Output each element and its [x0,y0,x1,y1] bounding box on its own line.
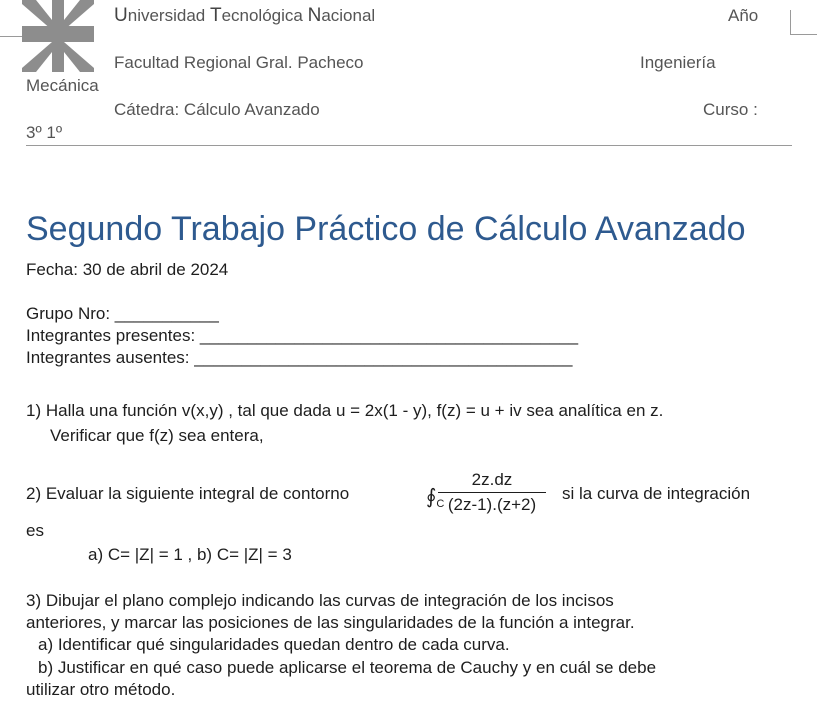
date-line: Fecha: 30 de abril de 2024 [26,260,229,279]
utn-logo-icon [22,0,94,72]
question-3-line-1: 3) Dibujar el plano complejo indicando las curvas de integración de los incisos [26,591,614,610]
course-label: Curso : [703,100,758,119]
year-label: Año [728,6,759,25]
course-value: 3º 1º [26,123,63,142]
page-title: Segundo Trabajo Práctico de Cálculo Avanzado [26,210,746,248]
question-2-parts: a) C= |Z| = 1 , b) C= |Z| = 3 [88,545,292,564]
question-3-part-b: b) Justificar en qué caso puede aplicarse el teorema de Cauchy y en cuál se debe [38,658,657,677]
group-number-field: Grupo Nro: ___________ [26,304,219,323]
question-3-line-2: anteriores, y marcar las posiciones de las singularidades de la función a integrar. [26,613,635,632]
header-rule-left [0,36,22,37]
career-label-cont: Mecánica [26,76,99,95]
absent-members-field: Integrantes ausentes: ________________________________________ [26,348,573,367]
career-label: Ingeniería [640,53,716,72]
question-1-line-1: 1) Halla una función v(x,y) , tal que dada u = 2x(1 - y), f(z) = u + iv sea analítica en z. [26,401,664,420]
question-2-suffix: si la curva de integración [562,484,751,503]
chair-name: Cátedra: Cálculo Avanzado [114,100,320,119]
question-2-cont: es [26,521,44,540]
question-1-line-2: Verificar que f(z) sea entera, [50,426,264,445]
question-3-part-b-cont: utilizar otro método. [26,680,176,699]
question-3-part-a: a) Identificar qué singularidades quedan dentro de cada curva. [38,635,510,654]
integrand-numerator: 2z.dz [471,470,513,489]
present-members-field: Integrantes presentes: ________________________________________ [26,326,579,345]
question-2-prefix: 2) Evaluar la siguiente integral de contorno [26,484,350,503]
header-divider [26,145,792,146]
integrand-denominator: (2z-1).(z+2) [447,495,537,514]
integrand-fraction [432,470,552,515]
university-name: Universidad Tecnológica Nacional [114,5,376,26]
contour-integral-icon: $∮_C$ [426,486,445,510]
faculty-name: Facultad Regional Gral. Pacheco [114,53,364,72]
page-corner-mark [790,10,817,35]
